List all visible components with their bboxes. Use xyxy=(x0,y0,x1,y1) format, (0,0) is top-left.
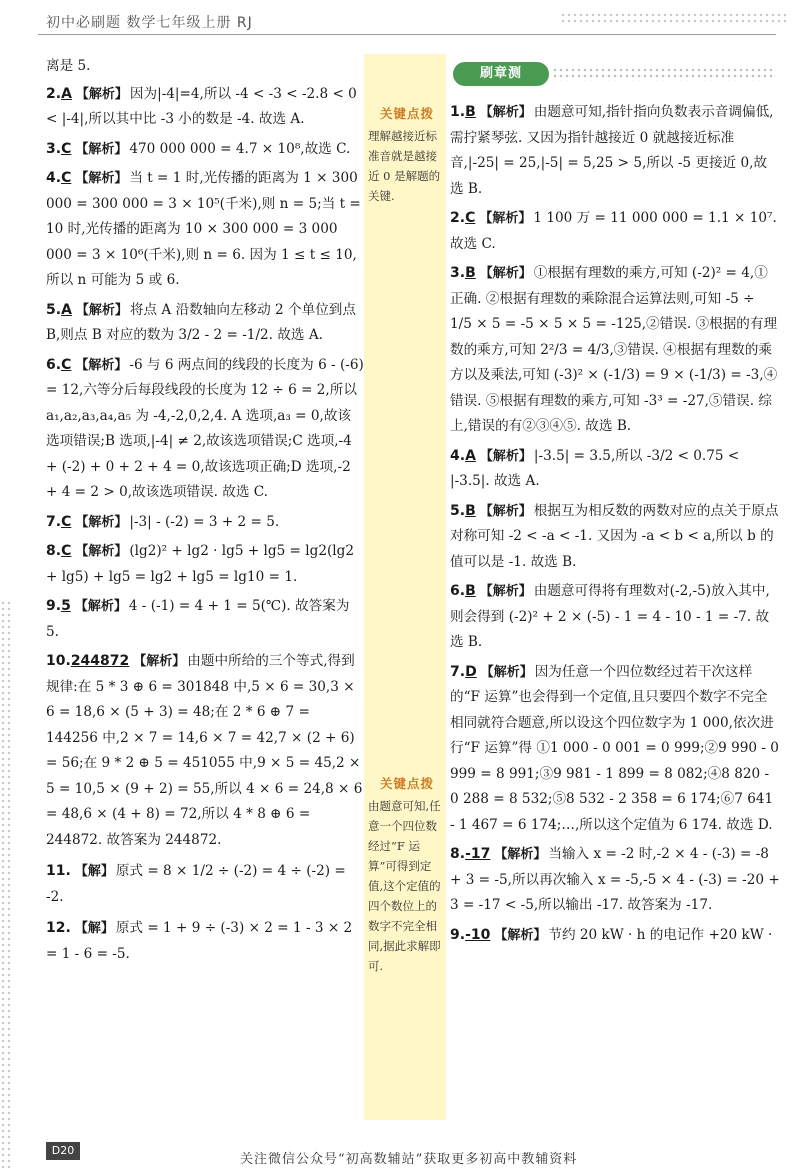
answer-choice: C xyxy=(465,210,476,226)
answer-item xyxy=(46,137,364,163)
analysis-tag: 【解析】 xyxy=(479,503,532,519)
answer-choice: B xyxy=(465,502,476,519)
analysis-tag: 【解析】 xyxy=(133,654,186,669)
question-number: 4. xyxy=(450,447,466,464)
answer-text: 原式 = 1 + 9 ÷ (-3) × 2 = 1 - 3 × 2 = 1 - 6 = -5. xyxy=(46,920,353,962)
answer-text: 将点 A 沿数轴向左移动 2 个单位到点 B,则点 B 对应的数为 3/2 - 2 = -1/2. 故选 A. xyxy=(46,301,356,343)
question-number: 3. xyxy=(46,140,62,157)
answer-text: 由题意可得将有理数对(-2,-5)放入其中,则会得到 (-2)² + 2 × (-5) - 1 = 4 - 10 - 1 = -7. 故选 B. xyxy=(450,583,770,650)
answer-text: 离是 5. xyxy=(46,58,91,74)
answer-text: 根据互为相反数的两数对应的点关于原点对称可知 -2 < -a < -1. 又因为 -a < b < a,所以 b 的值可以是 -1. 故选 B. xyxy=(450,502,779,570)
answer-item xyxy=(46,298,364,349)
answer-choice: 244872 xyxy=(70,653,130,669)
analysis-tag: 【解析】 xyxy=(75,302,128,318)
section-badge: 刷章测 xyxy=(453,62,549,86)
analysis-tag: 【解】 xyxy=(74,864,114,879)
question-number: 7. xyxy=(46,513,62,530)
question-number: 1. xyxy=(450,104,466,120)
page-number: D20 xyxy=(46,1142,80,1160)
analysis-tag: 【解析】 xyxy=(75,86,128,102)
question-number: 5. xyxy=(450,502,466,519)
right-column xyxy=(450,100,780,948)
question-number: 7. xyxy=(450,663,466,680)
page-header xyxy=(0,0,800,50)
answer-item xyxy=(46,166,364,294)
analysis-tag: 【解】 xyxy=(74,921,114,936)
answer-choice: A xyxy=(61,85,72,102)
answer-item xyxy=(46,510,364,536)
answer-choice: 5 xyxy=(61,598,71,614)
question-number: 4. xyxy=(46,170,62,186)
answer-item xyxy=(450,579,780,656)
analysis-tag: 【解析】 xyxy=(74,599,127,614)
analysis-tag: 【解析】 xyxy=(479,211,532,226)
answer-choice: D xyxy=(465,663,477,680)
question-number: 5. xyxy=(46,301,62,318)
answer-item xyxy=(46,539,364,590)
analysis-tag: 【解析】 xyxy=(75,544,128,559)
analysis-tag: 【解析】 xyxy=(479,266,532,281)
answer-text: 4 - (-1) = 4 + 1 = 5(℃). 故答案为 5. xyxy=(46,598,350,640)
answer-choice: C xyxy=(61,170,72,186)
question-number: 2. xyxy=(450,210,466,226)
header-rule xyxy=(38,34,776,35)
question-number: 12. xyxy=(46,920,71,936)
answer-choice: B xyxy=(465,265,476,281)
answer-text: -6 与 6 两点间的线段的长度为 6 - (-6) = 12,六等分后每段线段的长度为 12 ÷ 6 = 2,所以 a₁,a₂,a₃,a₄,a₅ 为 -4,-2,0,2,4. A 选项,a₃ = 0,故该选项错误;B 选项,|-4| ≠ 2,故该选项错误;C 选项,-4 + (-2) + 0 + 2 + 4 = 0,故该选项正确;D 选项,-2 + 4 = 2 > 0,故该选项错误. 故选 C. xyxy=(46,356,364,500)
key-tip-body: 由题意可知,任意一个四位数经过“F 运算”可得到定值,这个定值的四个数位上的数字不完全相同,据此求解即可. xyxy=(368,799,441,973)
key-tip-body: 理解越接近标准音就是越接近 0 是解题的关键. xyxy=(368,129,441,203)
answer-text: 节约 20 kW · h 的电记作 +20 kW · xyxy=(548,926,773,943)
answer-text: 因为|-4|=4,所以 -4 < -3 < -2.8 < 0 < |-4|,所以其中比 -3 小的数是 -4. 故选 A. xyxy=(46,85,357,127)
key-tip-heading: 关键点拨 xyxy=(379,776,434,791)
answer-choice: C xyxy=(61,140,72,157)
answer-item xyxy=(46,594,364,645)
answer-text: 当输入 x = -2 时,-2 × 4 - (-3) = -8 + 3 = -5,所以再次输入 x = -5,-5 × 4 - (-3) = -20 + 3 = -17 < -5,所以输出 -17. 故答案为 -17. xyxy=(450,846,780,913)
question-number: 2. xyxy=(46,85,62,102)
analysis-tag: 【解析】 xyxy=(479,448,532,464)
answer-item xyxy=(450,444,780,495)
answer-item xyxy=(450,206,780,257)
answer-text: 当 t = 1 时,光传播的距离为 1 × 300 000 = 300 000 = 3 × 10⁵(千米),则 n = 5;当 t = 10 时,光传播的距离为 10 × 300 000 = 3 000 000 = 3 × 10⁶(千米),则 n = 6. 因为 1 ≤ t ≤ 10,所以 n 可能为 5 或 6. xyxy=(46,170,361,288)
header-dot-pattern xyxy=(560,12,790,24)
answer-item xyxy=(46,649,364,853)
answer-text: |-3| - (-2) = 3 + 2 = 5. xyxy=(129,513,280,530)
answer-item xyxy=(450,499,780,576)
answer-text: 由题意可知,指针指向负数表示音调偏低,需拧紧琴弦. 又因为指针越接近 0 就越接近标准音,|-25| = 25,|-5| = 5,25 > 5,所以 -5 更接近 0,故选 B. xyxy=(450,104,774,197)
answer-item xyxy=(450,660,780,839)
question-number: 8. xyxy=(46,543,62,559)
analysis-tag: 【解析】 xyxy=(494,927,547,943)
answer-choice: A xyxy=(465,447,476,464)
analysis-tag: 【解析】 xyxy=(479,105,532,120)
answer-text: (lg2)² + lg2 · lg5 + lg5 = lg2(lg2 + lg5) + lg5 = lg2 + lg5 = lg10 = 1. xyxy=(46,543,354,585)
answer-choice: -10 xyxy=(465,926,491,943)
analysis-tag: 【解析】 xyxy=(75,357,128,373)
answer-choice: C xyxy=(61,513,72,530)
answer-item xyxy=(46,916,364,967)
answer-text: ①根据有理数的乘方,可知 (-2)² = 4,①正确. ②根据有理数的乘除混合运算法则,可知 -5 ÷ 1/5 × 5 = -5 × 5 × 5 = -125,②错误. ③根据的有理数的乘方,可知 2²/3 = 4/3,③错误. ④根据有理数的乘方以及乘法,可知 (-3)² × (-1/3) = 9 × (-1/3) = -3,④错误. ⑤根据有理数的乘方,可知 -3³ = -27,⑤错误. 综上,错误的有②③④⑤. 故选 B. xyxy=(450,265,778,434)
answer-item xyxy=(46,859,364,910)
analysis-tag: 【解析】 xyxy=(479,584,532,599)
answer-item xyxy=(46,54,364,80)
question-number: 6. xyxy=(450,583,466,599)
answer-item xyxy=(46,82,364,133)
question-number: 3. xyxy=(450,265,466,281)
answer-item xyxy=(450,261,780,440)
answer-text: |-3.5| = 3.5,所以 -3/2 < 0.75 < |-3.5|. 故选 A. xyxy=(450,447,740,489)
answer-choice: C xyxy=(61,543,72,559)
answer-choice: B xyxy=(465,104,476,120)
analysis-tag: 【解析】 xyxy=(494,847,547,862)
question-number: 8. xyxy=(450,846,466,862)
key-tip-2 xyxy=(368,774,446,976)
question-number: 9. xyxy=(46,598,62,614)
answer-choice: A xyxy=(61,301,72,318)
book-title: 初中必刷题 数学七年级上册 RJ xyxy=(46,15,253,31)
analysis-tag: 【解析】 xyxy=(75,141,128,157)
question-number: 6. xyxy=(46,356,62,373)
section-dot-pattern xyxy=(552,67,776,81)
answer-choice: -17 xyxy=(465,846,491,862)
answer-item xyxy=(450,923,780,949)
analysis-tag: 【解析】 xyxy=(75,514,128,530)
answer-choice: C xyxy=(61,356,72,373)
answer-text: 原式 = 8 × 1/2 ÷ (-2) = 4 ÷ (-2) = -2. xyxy=(46,863,346,905)
answer-choice: B xyxy=(465,583,476,599)
answer-text: 1 100 万 = 11 000 000 = 1.1 × 10⁷. 故选 C. xyxy=(450,210,777,252)
key-tip-heading: 关键点拨 xyxy=(379,106,434,121)
answer-text: 因为任意一个四位数经过若干次这样的“F 运算”也会得到一个定值,且只要四个数字不完全相同就符合题意,所以设这个四位数字为 1 000,依次进行“F 运算”得 ①1 000 - 0 001 = 0 999;②9 990 - 0 999 = 8 991;③9 981 - 1 899 = 8 082;④8 820 - 0 288 = 8 532;⑤8 532 - 2 358 = 6 174;⑥7 641 - 1 467 = 6 174;…,所以这个定值为 6 174. 故选 D. xyxy=(450,663,779,833)
analysis-tag: 【解析】 xyxy=(75,171,128,186)
answer-item xyxy=(450,842,780,919)
left-column xyxy=(46,54,364,967)
question-number: 11. xyxy=(46,863,71,879)
key-tip-1 xyxy=(368,104,446,206)
answer-item xyxy=(46,353,364,506)
question-number: 10. xyxy=(46,653,71,669)
footer-note: 关注微信公众号“初高数辅站”获取更多初高中教辅资料 xyxy=(240,1152,578,1167)
analysis-tag: 【解析】 xyxy=(480,664,533,680)
answer-text: 470 000 000 = 4.7 × 10⁸,故选 C. xyxy=(129,140,351,157)
question-number: 9. xyxy=(450,926,466,943)
answer-item xyxy=(450,100,780,202)
answer-text: 由题中所给的三个等式,得到规律:在 5 * 3 ⊕ 6 = 301848 中,5 × 6 = 30,3 × 6 = 18,6 × (5 + 3) = 48;在 2 * 6 ⊕ 7 = 144256 中,2 × 7 = 14,6 × 7 = 42,7 × (2 + 6) = 56;在 9 * 2 ⊕ 5 = 451055 中,9 × 5 = 45,2 × 5 = 10,5 × (9 + 2) = 55,所以 4 × 6 = 24,8 × 6 = 48,6 × (4 + 8) = 72,所以 4 * 8 ⊕ 6 = 244872. 故答案为 244872. xyxy=(46,653,363,848)
page-edge-pattern xyxy=(0,600,14,1170)
